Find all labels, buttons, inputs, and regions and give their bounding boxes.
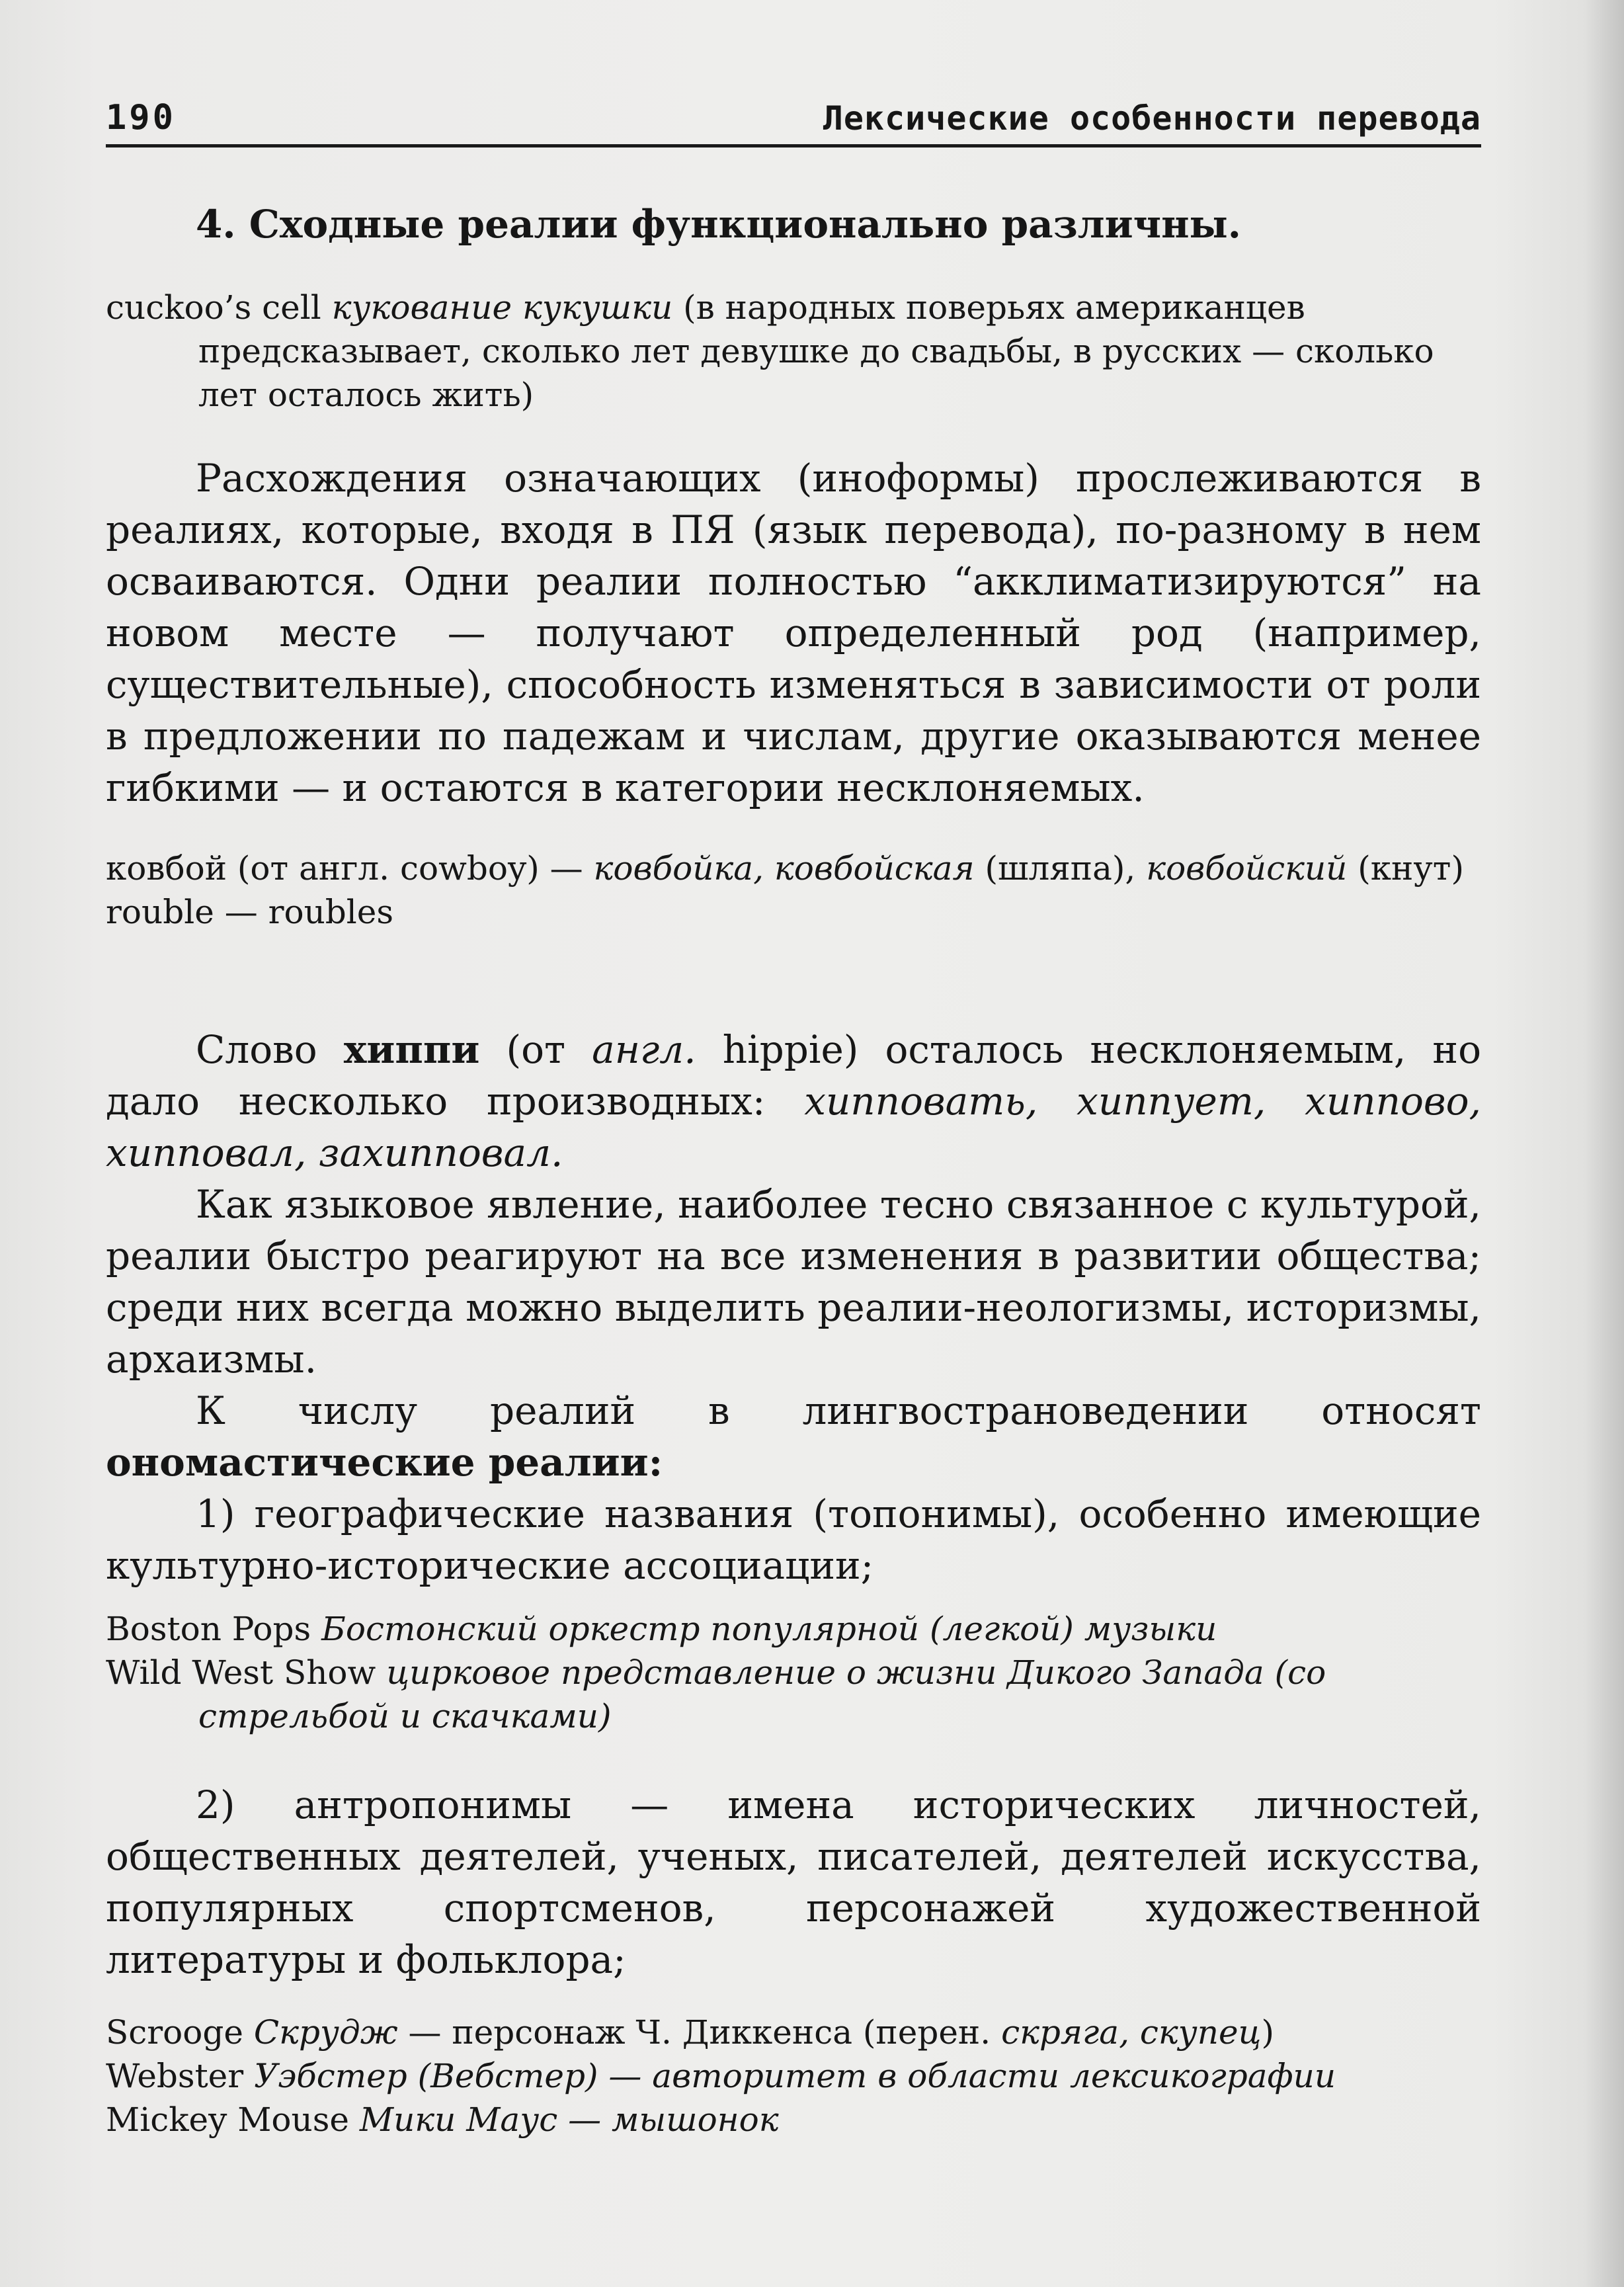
example-rouble: rouble — roubles [106,893,394,931]
example-scrooge: Scrooge Скрудж — персонаж Ч. Диккенса (перен. скряга, скупец) [106,2013,1274,2052]
running-title: Лексические особенности перевода [823,99,1481,138]
example-gloss: Скрудж [253,2013,398,2052]
example-gloss: Мики Маус — мышонок [359,2100,779,2139]
paragraph-anthroponyms [106,1779,1481,1985]
paragraph-text: Как языковое явление, наиболее тесно связанное с культурой, реалии быстро реагируют на все изменения в развитии общества; среди них всегда можно выделить реалии-неологизмы, историзмы, архаизмы. [106,1182,1481,1382]
example-note: (шляпа), [985,849,1136,888]
paragraph-text: 2) антропонимы — имена исторических личностей, общественных деятелей, ученых, писателей, деятелей искусства, популярных спортсменов, персонажей художественной литературы и фольклора; [106,1782,1481,1982]
example-block-toponyms [106,1607,1481,1738]
example-block-anthroponyms [106,2011,1481,2141]
example-term: Mickey Mouse [106,2100,349,2139]
derivatives-italic: хипповать, хиппует, хиппово, хипповал, захипповал. [106,1079,1481,1175]
example-term: Webster [106,2057,244,2095]
example-boston [106,1607,1481,1651]
section-heading [106,198,1481,250]
example-term: Boston Pops [106,1610,311,1648]
example-cowboy [106,847,1481,934]
paragraph-neologisms [106,1179,1481,1385]
term-bold: хиппи [343,1027,480,1072]
paragraph-text: Слово хиппи (от англ. hippie) осталось несклоняемым, но дало несколько производных: хипповать, хиппует, хиппово, хипповал, захипповал. [106,1027,1482,1175]
example-gloss: кукование кукушки [331,288,673,327]
paragraph-assimilation [106,452,1481,813]
paragraph-text: Расхождения означающих (иноформы) прослеживаются в реалиях, которые, входя в ПЯ (язык перевода), по-разному в нем осваиваются. Одни реалии полностью “акклиматизируются” на новом месте — получают определенный род (например, существительные), способность изменяться в зависимости от роли в предложении по падежам и числам, другие оказываются менее гибкими — и остаются в категории несклоняемых. [106,456,1481,810]
example-webster [106,2054,1481,2098]
abbr-italic: англ. [592,1027,696,1072]
term-bold: ономастические реалии: [106,1440,663,1485]
page-edge-shadow [1584,0,1624,2287]
page-number: 190 [106,98,176,138]
paragraph-text: 1) географические названия (топонимы), особенно имеющие культурно-исторические ассоциации; [106,1491,1481,1588]
section-title: 4. Сходные реалии функционально различны. [196,202,1241,247]
paragraph-toponyms [106,1488,1481,1591]
example-comment: (в народных поверьях американцев предсказывает, сколько лет девушке до свадьбы, в русских — сколько лет осталось жить) [198,288,1434,414]
example-gloss: Бостонский оркестр популярной (легкой) музыки [321,1610,1217,1648]
example-entry [106,847,1481,890]
example-derivative: ковбойский [1146,849,1348,888]
example-note-tail: (кнут) [1358,849,1464,888]
example-term: Wild West Show [106,1653,376,1692]
example-gloss: цирковое представление о жизни Дикого Запада (со стрельбой и скачками) [198,1653,1326,1735]
example-cuckoo [106,286,1481,417]
example-entry [106,286,1481,417]
example-term: cuckoo’s cell [106,288,321,327]
page-header [106,93,1481,147]
example-term: Scrooge [106,2013,243,2052]
example-term: ковбой (от англ. cowboy) — [106,849,583,888]
paragraph-onomastic [106,1385,1481,1488]
example-mickey [106,2098,1481,2141]
example-derivatives: ковбойка, ковбойская [593,849,975,888]
paragraph-text: К числу реалий в лингвострановедении относят ономастические реалии: [106,1388,1481,1485]
example-wildwest [106,1651,1481,1738]
paragraph-hippie [106,1024,1481,1179]
example-gloss: Уэбстер (Вебстер) — авторитет в области лексикографии [254,2057,1336,2095]
